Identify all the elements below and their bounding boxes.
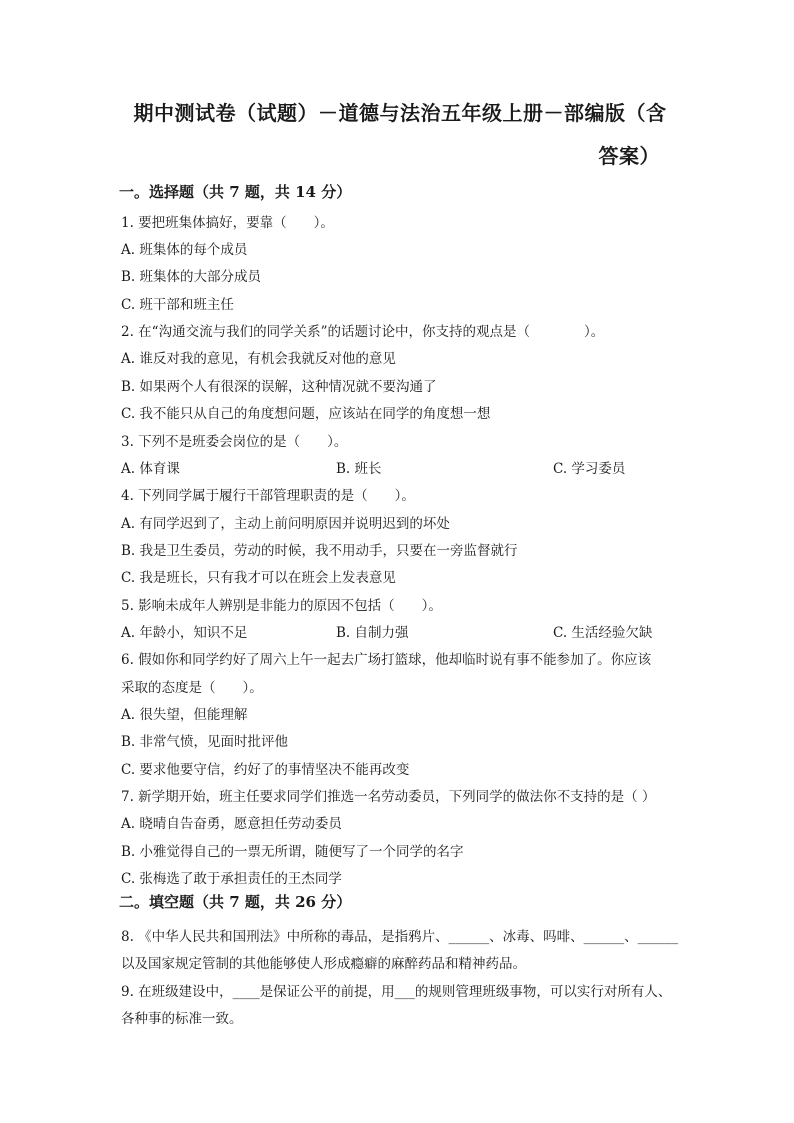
section-choice-heading: 一。选择题（共 7 题，共 14 分） <box>119 183 352 201</box>
q7-option-c: C. 张梅选了敢于承担责任的王杰同学 <box>121 871 342 887</box>
q2-stem: 2. 在“沟通交流与我们的同学关系”的话题讨论中，你支持的观点是（ ）。 <box>121 324 605 340</box>
q5-option-c: C. 生活经验欠缺 <box>553 625 653 641</box>
q5-option-b: B. 自制力强 <box>336 625 409 641</box>
q2-option-a: A. 谁反对我的意见，有机会我就反对他的意见 <box>121 351 396 367</box>
q3-option-b: B. 班长 <box>336 461 382 477</box>
q1-option-c: C. 班干部和班主任 <box>121 297 234 313</box>
q3-stem: 3. 下列不是班委会岗位的是（ ）。 <box>121 434 348 450</box>
q2-option-b: B. 如果两个人有很深的误解，这种情况就不要沟通了 <box>121 379 437 395</box>
page-title-line2: 答案） <box>598 144 660 168</box>
q8-line1: 8. 《中华人民共和国刑法》中所称的毒品，是指鸦片、______、冰毒、吗啡、______、______ <box>121 929 679 945</box>
q3-option-a: A. 体育课 <box>121 461 180 477</box>
page-title-line1: 期中测试卷（试题）－道德与法治五年级上册－部编版（含 <box>133 101 667 125</box>
q1-stem: 1. 要把班集体搞好，要靠（ ）。 <box>121 215 334 231</box>
q6-stem-line2: 采取的态度是（ ）。 <box>121 680 263 696</box>
q6-option-a: A. 很失望，但能理解 <box>121 707 248 723</box>
q5-option-a: A. 年龄小，知识不足 <box>121 625 248 641</box>
q6-option-c: C. 要求他要守信，约好了的事情坚决不能再改变 <box>121 762 410 778</box>
q6-stem-line1: 6. 假如你和同学约好了周六上午一起去广场打篮球，他却临时说有事不能参加了。你应该 <box>121 652 652 668</box>
q7-stem: 7. 新学期开始，班主任要求同学们推选一名劳动委员，下列同学的做法你不支持的是（ ） <box>121 789 656 805</box>
q5-stem: 5. 影响未成年人辨别是非能力的原因不包括（ ）。 <box>121 598 442 614</box>
q9-line1: 9. 在班级建设中，____是保证公平的前提，用___的规则管理班级事物，可以实行对所有人、 <box>121 984 672 1000</box>
q4-stem: 4. 下列同学属于履行干部管理职责的是（ ）。 <box>121 488 415 504</box>
q9-line2: 各种事的标准一致。 <box>121 1011 243 1027</box>
q1-option-a: A. 班集体的每个成员 <box>121 242 248 258</box>
q7-option-b: B. 小雅觉得自己的一票无所谓，随便写了一个同学的名字 <box>121 844 464 860</box>
q7-option-a: A. 晓晴自告奋勇，愿意担任劳动委员 <box>121 816 342 832</box>
q4-option-c: C. 我是班长，只有我才可以在班会上发表意见 <box>121 570 396 586</box>
section-fill-heading: 二。填空题（共 7 题，共 26 分） <box>119 893 352 911</box>
q2-option-c: C. 我不能只从自己的角度想问题，应该站在同学的角度想一想 <box>121 406 491 422</box>
q8-line2: 以及国家规定管制的其他能够使人形成瘾癖的麻醉药品和精神药品。 <box>121 956 526 972</box>
q3-option-c: C. 学习委员 <box>553 461 626 477</box>
q6-option-b: B. 非常气愤，见面时批评他 <box>121 734 289 750</box>
q4-option-b: B. 我是卫生委员，劳动的时候，我不用动手，只要在一旁监督就行 <box>121 543 518 559</box>
q4-option-a: A. 有同学迟到了，主动上前问明原因并说明迟到的坏处 <box>121 516 450 532</box>
q1-option-b: B. 班集体的大部分成员 <box>121 269 262 285</box>
